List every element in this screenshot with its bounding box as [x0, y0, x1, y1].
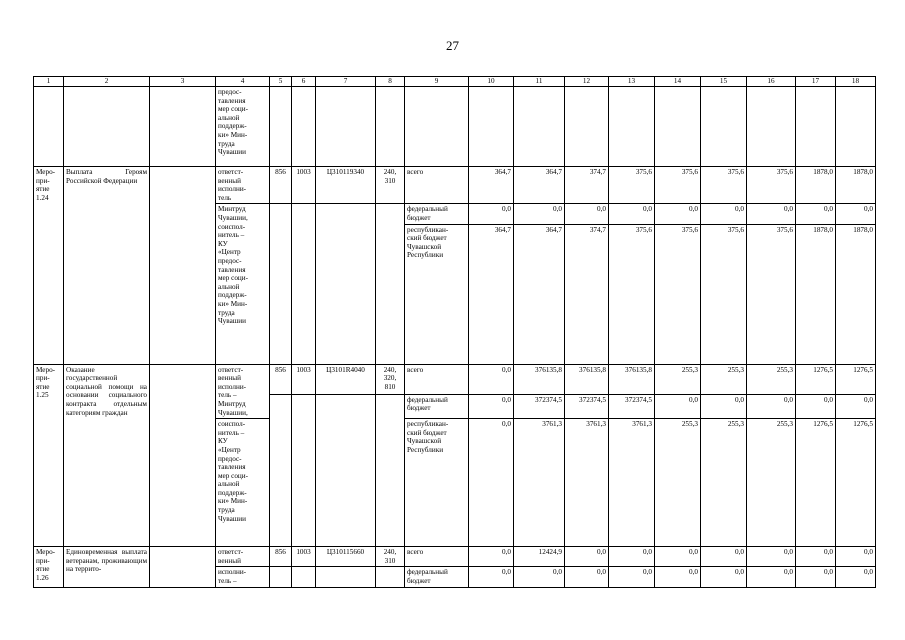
- col-header: 6: [292, 77, 316, 87]
- value-cell: 0,0: [701, 204, 747, 224]
- value-cell: 1878,0: [796, 224, 836, 364]
- source-cell: республикан- ский бюджет Чувашской Республики: [405, 419, 469, 547]
- value-cell: 375,6: [701, 167, 747, 204]
- value-cell: 0,0: [565, 204, 609, 224]
- value-cell: 364,7: [514, 224, 565, 364]
- value-cell: 1878,0: [836, 224, 876, 364]
- value-cell: 0,0: [655, 567, 701, 587]
- value-cell: 376135,8: [514, 364, 565, 394]
- value-cell: 376135,8: [609, 364, 655, 394]
- col-header: 8: [376, 77, 405, 87]
- value-cell: 0,0: [836, 547, 876, 567]
- source-cell: федеральный бюджет: [405, 204, 469, 224]
- value-cell: 375,6: [655, 167, 701, 204]
- responsible-cell: соиспол- нитель – КУ «Центр предос- тавления мер соци- альной поддерж- ки» Мин- труда Чувашии: [216, 419, 270, 547]
- responsible-cell: Минтруд Чувашии, соиспол- нитель – КУ «Центр предос- тавления мер соци- альной поддерж- ки» Мин- труда Чувашии: [216, 204, 270, 364]
- value-cell: 1276,5: [796, 419, 836, 547]
- csr-cell: Ц3101R4040: [316, 364, 376, 394]
- source-cell: республикан- ский бюджет Чувашской Республики: [405, 224, 469, 364]
- value-cell: 374,7: [565, 224, 609, 364]
- grbs-cell: 856: [270, 167, 292, 204]
- responsible-cell: ответст- венный: [216, 547, 270, 567]
- value-cell: 3761,3: [609, 419, 655, 547]
- table-row: [34, 364, 876, 394]
- vr-cell: 240, 310: [376, 547, 405, 567]
- measure-name: Выплата Героям Российской Федерации: [64, 167, 150, 365]
- source-cell: федеральный бюджет: [405, 567, 469, 587]
- value-cell: 372374,5: [514, 394, 565, 419]
- value-cell: 1878,0: [796, 167, 836, 204]
- value-cell: 0,0: [469, 419, 514, 547]
- rzpr-cell: 1003: [292, 547, 316, 567]
- value-cell: 0,0: [469, 394, 514, 419]
- continuation-row: [34, 87, 876, 167]
- value-cell: 375,6: [609, 224, 655, 364]
- value-cell: 0,0: [796, 204, 836, 224]
- value-cell: 0,0: [565, 567, 609, 587]
- value-cell: 255,3: [747, 364, 796, 394]
- col-header: 13: [609, 77, 655, 87]
- rzpr-cell: 1003: [292, 364, 316, 394]
- value-cell: 0,0: [796, 394, 836, 419]
- value-cell: 0,0: [469, 547, 514, 567]
- value-cell: 0,0: [836, 394, 876, 419]
- col-header: 7: [316, 77, 376, 87]
- value-cell: 12424,9: [514, 547, 565, 567]
- value-cell: 0,0: [469, 364, 514, 394]
- value-cell: 0,0: [514, 567, 565, 587]
- value-cell: 0,0: [609, 547, 655, 567]
- value-cell: 0,0: [836, 567, 876, 587]
- value-cell: 0,0: [701, 394, 747, 419]
- measure-label: Меро- при- ятие 1.26: [34, 547, 64, 587]
- csr-cell: Ц310119340: [316, 167, 376, 204]
- program-table: [33, 76, 876, 588]
- value-cell: 3761,3: [514, 419, 565, 547]
- page-number: 27: [446, 38, 459, 53]
- responsible-cell: исполни- тель –: [216, 567, 270, 587]
- responsible-cell: предос- тавления мер соци- альной поддерж- ки» Мин- труда Чувашии: [216, 87, 270, 167]
- value-cell: 0,0: [514, 204, 565, 224]
- value-cell: 1276,5: [796, 364, 836, 394]
- source-cell: всего: [405, 547, 469, 567]
- value-cell: 255,3: [655, 419, 701, 547]
- value-cell: 255,3: [655, 364, 701, 394]
- value-cell: 364,7: [469, 224, 514, 364]
- vr-cell: 240, 320, 810: [376, 364, 405, 394]
- source-cell: всего: [405, 364, 469, 394]
- value-cell: 375,6: [747, 224, 796, 364]
- col-header: 11: [514, 77, 565, 87]
- value-cell: 1276,5: [836, 364, 876, 394]
- value-cell: 0,0: [747, 547, 796, 567]
- col-header: 1: [34, 77, 64, 87]
- value-cell: 0,0: [609, 567, 655, 587]
- table-row: [34, 547, 876, 567]
- measure-name: Единовременная выплата ветеранам, проживающим на террито-: [64, 547, 150, 587]
- responsible-cell: ответст- венный исполни- тель – Минтруд Чувашии,: [216, 364, 270, 419]
- measure-name: Оказание государственной социальной помощи на основании социального контракта отдельным категориям граждан: [64, 364, 150, 547]
- value-cell: 0,0: [796, 547, 836, 567]
- value-cell: 364,7: [514, 167, 565, 204]
- value-cell: 375,6: [609, 167, 655, 204]
- value-cell: 375,6: [747, 167, 796, 204]
- value-cell: 1276,5: [836, 419, 876, 547]
- measure-label: Меро- при- ятие 1.24: [34, 167, 64, 365]
- value-cell: 0,0: [747, 394, 796, 419]
- measure-label: Меро- при- ятие 1.25: [34, 364, 64, 547]
- rzpr-cell: 1003: [292, 167, 316, 204]
- col-header: 10: [469, 77, 514, 87]
- value-cell: 374,7: [565, 167, 609, 204]
- value-cell: 0,0: [469, 567, 514, 587]
- value-cell: 364,7: [469, 167, 514, 204]
- grbs-cell: 856: [270, 547, 292, 567]
- col-header: 9: [405, 77, 469, 87]
- value-cell: 0,0: [701, 567, 747, 587]
- table-row: [34, 167, 876, 204]
- value-cell: 0,0: [655, 547, 701, 567]
- col-header: 17: [796, 77, 836, 87]
- value-cell: 0,0: [747, 204, 796, 224]
- value-cell: 0,0: [701, 547, 747, 567]
- value-cell: 375,6: [655, 224, 701, 364]
- source-cell: всего: [405, 167, 469, 204]
- value-cell: 375,6: [701, 224, 747, 364]
- value-cell: 0,0: [655, 394, 701, 419]
- vr-cell: 240, 310: [376, 167, 405, 204]
- col-header: 15: [701, 77, 747, 87]
- value-cell: 255,3: [701, 419, 747, 547]
- col-header: 14: [655, 77, 701, 87]
- grbs-cell: 856: [270, 364, 292, 394]
- col-header: 2: [64, 77, 150, 87]
- value-cell: 0,0: [836, 204, 876, 224]
- responsible-cell: ответст- венный исполни- тель: [216, 167, 270, 204]
- value-cell: 0,0: [655, 204, 701, 224]
- value-cell: 255,3: [701, 364, 747, 394]
- value-cell: 376135,8: [565, 364, 609, 394]
- value-cell: 372374,5: [565, 394, 609, 419]
- csr-cell: Ц310115660: [316, 547, 376, 567]
- col-header: 18: [836, 77, 876, 87]
- value-cell: 0,0: [747, 567, 796, 587]
- col-header: 16: [747, 77, 796, 87]
- source-cell: федеральный бюджет: [405, 394, 469, 419]
- column-number-row: [34, 77, 876, 87]
- value-cell: 1878,0: [836, 167, 876, 204]
- value-cell: 0,0: [565, 547, 609, 567]
- col-header: 3: [150, 77, 216, 87]
- value-cell: 0,0: [469, 204, 514, 224]
- col-header: 4: [216, 77, 270, 87]
- value-cell: 0,0: [796, 567, 836, 587]
- value-cell: 255,3: [747, 419, 796, 547]
- value-cell: 3761,3: [565, 419, 609, 547]
- col-header: 12: [565, 77, 609, 87]
- value-cell: 0,0: [609, 204, 655, 224]
- value-cell: 372374,5: [609, 394, 655, 419]
- col-header: 5: [270, 77, 292, 87]
